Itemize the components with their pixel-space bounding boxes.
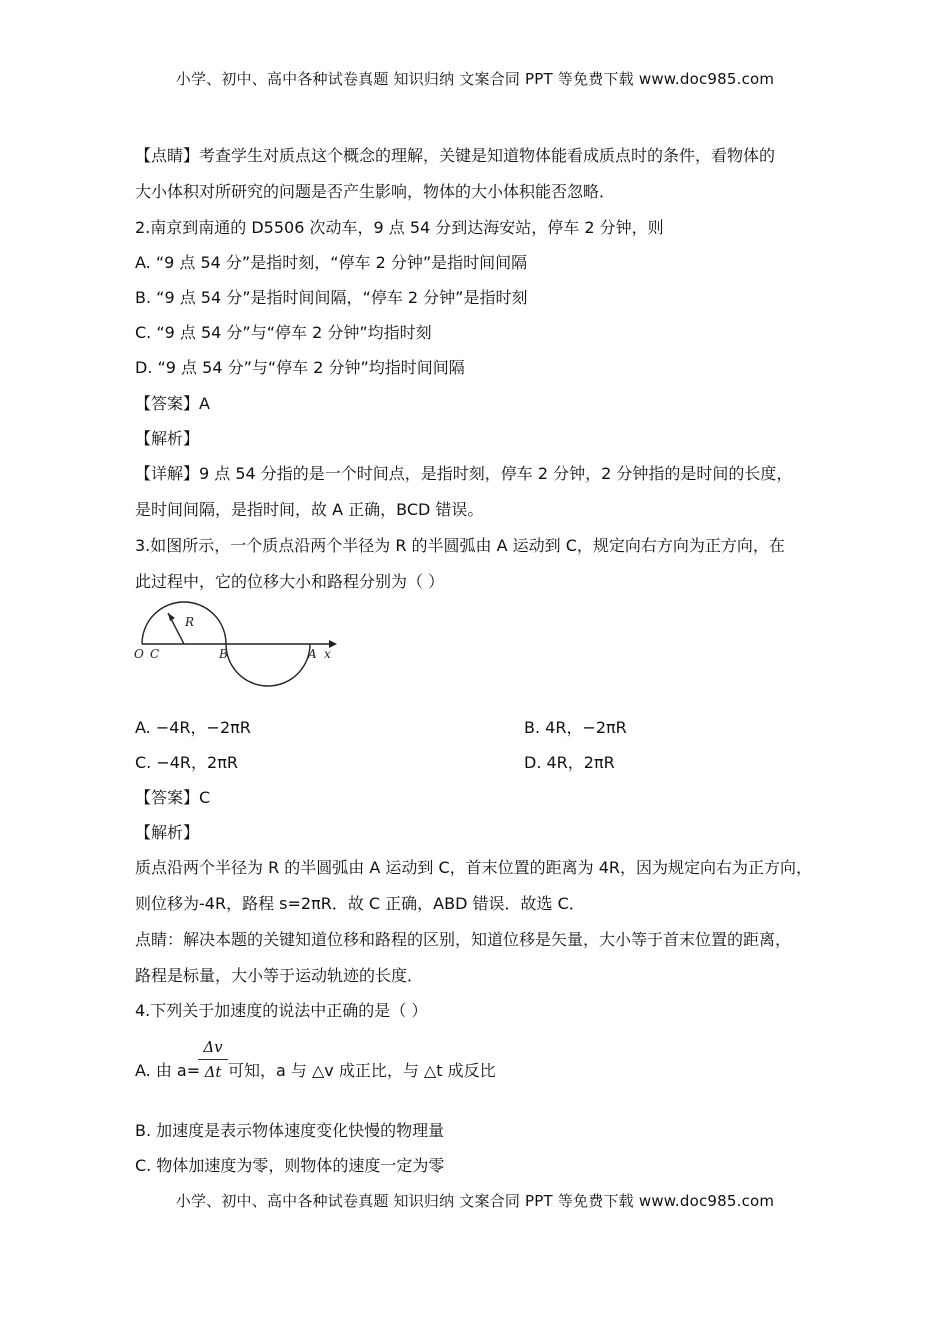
semicircle-diagram (134, 598, 339, 690)
question-2-detail-line-2: 是时间间隔，是指时间，故 A 正确，BCD 错误。 (135, 500, 484, 519)
lower-semicircle-arc (226, 644, 310, 686)
label-a: A (308, 647, 317, 661)
question-3-option-a: A. −4R，−2πR (135, 718, 251, 737)
question-3-stem-line-1: 3.如图所示，一个质点沿两个半径为 R 的半圆弧由 A 运动到 C，规定向右方向为正方向，在 (135, 536, 785, 555)
dianjing-1-line-1: 【点睛】考查学生对质点这个概念的理解，关键是知道物体能看成质点时的条件，看物体的 (135, 146, 776, 165)
question-4-stem: 4.下列关于加速度的说法中正确的是（ ） (135, 1001, 428, 1020)
formula-denominator: Δt (204, 1063, 222, 1081)
upper-semicircle-arc (142, 602, 226, 644)
question-3-stem-line-2: 此过程中，它的位移大小和路程分别为（ ） (135, 572, 445, 591)
label-c: C (150, 647, 160, 661)
fraction-bar (198, 1059, 228, 1060)
dianjing-1-line-2: 大小体积对所研究的问题是否产生影响，物体的大小体积能否忽略． (135, 182, 616, 201)
page-header: 小学、初中、高中各种试卷真题 知识归纳 文案合同 PPT 等免费下载 www.doc985.com (175, 70, 775, 88)
question-3-analysis-heading: 【解析】 (135, 823, 200, 842)
question-3-analysis-line-2: 则位移为-4R，路程 s=2πR．故 C 正确，ABD 错误．故选 C． (135, 894, 585, 913)
question-2-option-a: A. “9 点 54 分”是指时刻，“停车 2 分钟”是指时间间隔 (135, 253, 528, 272)
label-o: O (134, 647, 144, 661)
question-3-dianjing-line-1: 点睛：解决本题的关键知道位移和路程的区别，知道位移是矢量，大小等于首末位置的距离， (135, 930, 792, 949)
question-2-option-c: C. “9 点 54 分”与“停车 2 分钟”均指时刻 (135, 323, 432, 342)
label-r: R (185, 615, 195, 629)
label-b: B (219, 647, 228, 661)
question-4-option-c: C. 物体加速度为零，则物体的速度一定为零 (135, 1156, 445, 1175)
question-3-option-b: B. 4R，−2πR (524, 718, 627, 737)
question-2-option-b: B. “9 点 54 分”是指时间间隔，“停车 2 分钟”是指时刻 (135, 288, 528, 307)
question-2-stem: 2.南京到南通的 D5506 次动车，9 点 54 分到达海安站，停车 2 分钟，则 (135, 218, 664, 237)
question-2-answer: 【答案】A (135, 394, 210, 413)
radius-arrowhead (168, 613, 175, 621)
question-3-answer: 【答案】C (135, 788, 211, 807)
question-2-detail-line-1: 【详解】9 点 54 分指的是一个时间点，是指时刻，停车 2 分钟，2 分钟指的是时间的长度， (135, 464, 793, 483)
acceleration-formula-fraction (198, 1036, 228, 1083)
question-2-option-d: D. “9 点 54 分”与“停车 2 分钟”均指时间间隔 (135, 358, 465, 377)
formula-numerator: Δv (203, 1038, 223, 1056)
question-4-option-a-prefix: A. 由 a= (135, 1061, 201, 1080)
question-4-option-a-suffix: 可知，a 与 △v 成正比，与 △t 成反比 (228, 1061, 496, 1080)
question-4-option-b: B. 加速度是表示物体速度变化快慢的物理量 (135, 1121, 445, 1140)
question-3-analysis-line-1: 质点沿两个半径为 R 的半圆弧由 A 运动到 C，首末位置的距离为 4R，因为规定向右为正方向， (135, 858, 813, 877)
question-2-analysis-heading: 【解析】 (135, 429, 200, 448)
question-3-option-d: D. 4R，2πR (524, 753, 615, 772)
question-3-dianjing-line-2: 路程是标量，大小等于运动轨迹的长度． (135, 966, 424, 985)
question-3-option-c: C. −4R，2πR (135, 753, 238, 772)
page-footer: 小学、初中、高中各种试卷真题 知识归纳 文案合同 PPT 等免费下载 www.doc985.com (175, 1192, 775, 1210)
label-x: x (324, 647, 331, 661)
